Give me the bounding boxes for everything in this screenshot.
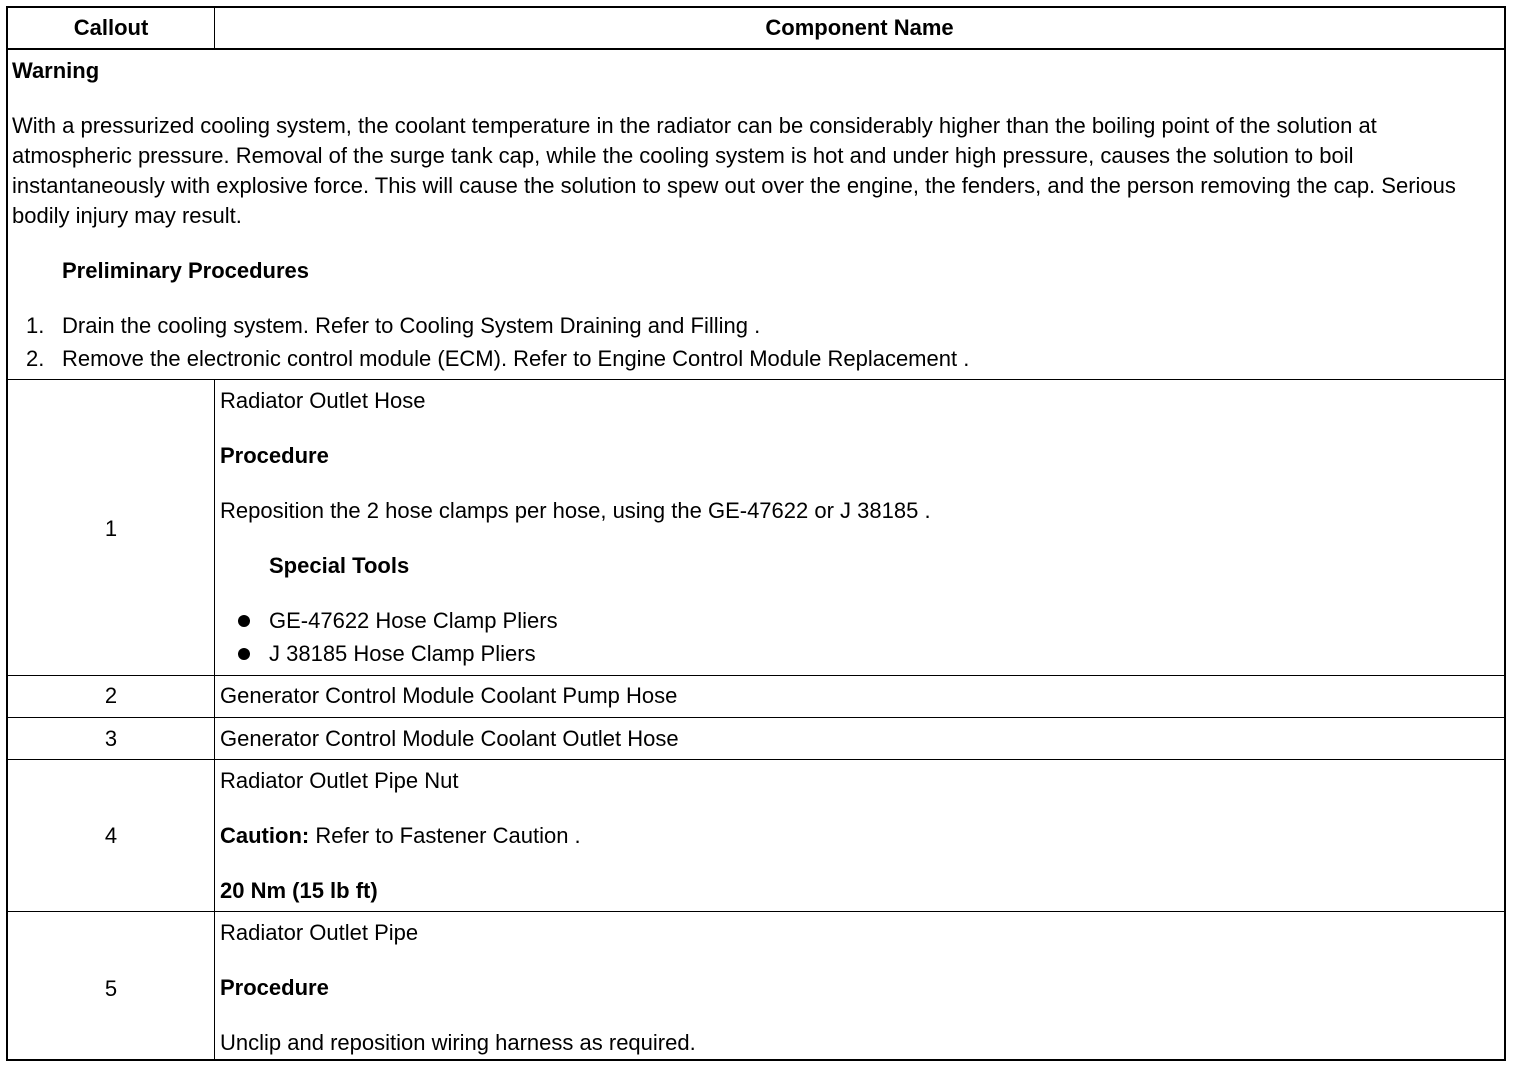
procedure-text: Unclip and reposition wiring harness as required.	[220, 1030, 696, 1055]
row-border	[8, 911, 1504, 912]
component-name: Radiator Outlet Hose	[220, 388, 426, 413]
row-border	[8, 759, 1504, 760]
row-border	[8, 379, 1504, 380]
column-divider	[214, 675, 215, 717]
step-number: 2.	[26, 346, 45, 371]
procedure-text: Reposition the 2 hose clamps per hose, using the GE-47622 or J 38185 .	[220, 498, 931, 523]
component-name: Generator Control Module Coolant Outlet Hose	[220, 726, 679, 751]
procedure-label: Procedure	[220, 975, 329, 1000]
caution-line	[220, 821, 581, 851]
row-border	[8, 675, 1504, 676]
bullet-icon	[238, 615, 250, 627]
preliminary-title: Preliminary Procedures	[62, 258, 310, 283]
step-text: Drain the cooling system. Refer to Cooling System Draining and Filling .	[62, 313, 761, 338]
column-divider	[214, 717, 215, 759]
bullet-icon	[238, 648, 250, 660]
component-name: Radiator Outlet Pipe Nut	[220, 768, 459, 793]
step-text: Remove the electronic control module (ECM). Refer to Engine Control Module Replacement .	[62, 346, 970, 371]
tool-item: J 38185 Hose Clamp Pliers	[269, 641, 536, 666]
header-callout: Callout	[73, 15, 149, 40]
component-name: Radiator Outlet Pipe	[220, 920, 419, 945]
warning-text: With a pressurized cooling system, the coolant temperature in the radiator can be considerably higher than the boiling point of the solution at atmospheric pressure. Removal of the surge tank cap, while the cooling system is hot and under high pressure, causes the solution to boil instantaneously with explosive force. This will cause the solution to spew out over the engine, the fenders, and the person removing the cap. Serious bodily injury may result.	[12, 113, 1456, 228]
column-divider	[214, 911, 215, 1059]
component-table	[6, 6, 1506, 1061]
callout-number: 1	[104, 516, 118, 541]
step-number: 1.	[26, 313, 45, 338]
callout-number: 4	[104, 823, 118, 848]
component-name: Generator Control Module Coolant Pump Hose	[220, 683, 678, 708]
caution-text: Refer to Fastener Caution .	[309, 823, 581, 848]
callout-number: 3	[104, 726, 118, 751]
column-divider	[214, 379, 215, 675]
tool-item: GE-47622 Hose Clamp Pliers	[269, 608, 558, 633]
warning-title: Warning	[12, 58, 100, 83]
special-tools-label: Special Tools	[269, 553, 410, 578]
caution-label: Caution:	[220, 823, 310, 848]
column-divider	[214, 759, 215, 911]
header-component-name: Component Name	[765, 15, 954, 40]
row-border	[8, 717, 1504, 718]
callout-number: 2	[104, 683, 118, 708]
torque-spec: 20 Nm (15 lb ft)	[220, 878, 378, 903]
procedure-label: Procedure	[220, 443, 329, 468]
header-bottom-border	[8, 48, 1504, 50]
callout-number: 5	[104, 976, 118, 1001]
